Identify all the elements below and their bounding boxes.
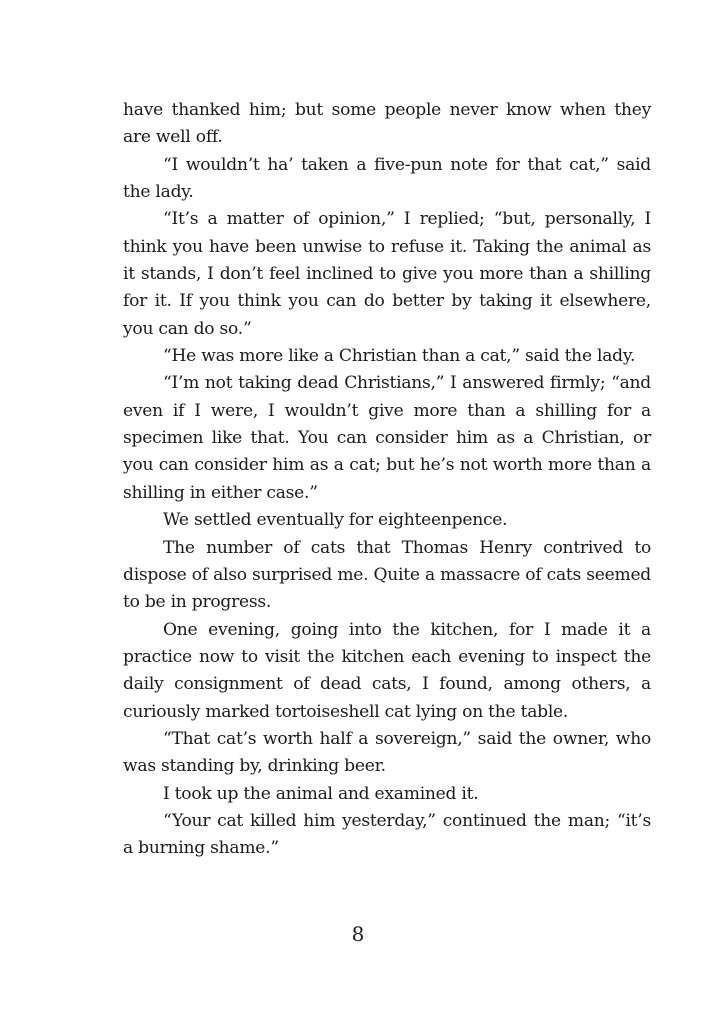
paragraph: “Your cat killed him yesterday,” continued the man; “it’s a burning shame.” <box>123 810 651 859</box>
paragraph: “It’s a matter of opinion,” I replied; “but, personally, I think you have been unwise to refuse it. Taking the animal as it stands, I don’t feel inclined to give you more than a shilling for it. If you think you can do better by taking it elsewhere, you can do so.” <box>123 209 651 339</box>
paragraph: The number of cats that Thomas Henry contrived to dispose of also surprised me. Quite a massacre of cats seemed to be in progress. <box>123 537 651 613</box>
paragraph: “That cat’s worth half a sovereign,” said the owner, who was standing by, drinking beer. <box>123 728 651 777</box>
paragraph: “I’m not taking dead Christians,” I answered firmly; “and even if I were, I wouldn’t give more than a shilling for a specimen like that. You can consider him as a Christian, or you can consider him as a cat; but he’s not worth more than a shilling in either case.” <box>123 373 651 503</box>
body-text <box>123 97 651 863</box>
paragraph-continuation: have thanked him; but some people never know when they are well off. <box>123 100 651 148</box>
page-number: 8 <box>351 922 365 946</box>
paragraph: I took up the animal and examined it. <box>163 783 479 804</box>
paragraph: We settled eventually for eighteenpence. <box>163 510 508 531</box>
paragraph: One evening, going into the kitchen, for I made it a practice now to visit the kitchen each evening to inspect the daily consignment of dead cats, I found, among others, a curiously marked tortoiseshell cat lying on the table. <box>123 619 651 722</box>
paragraph: “I wouldn’t ha’ taken a five-pun note for that cat,” said the lady. <box>123 154 651 203</box>
paragraph: “He was more like a Christian than a cat,” said the lady. <box>163 346 636 367</box>
